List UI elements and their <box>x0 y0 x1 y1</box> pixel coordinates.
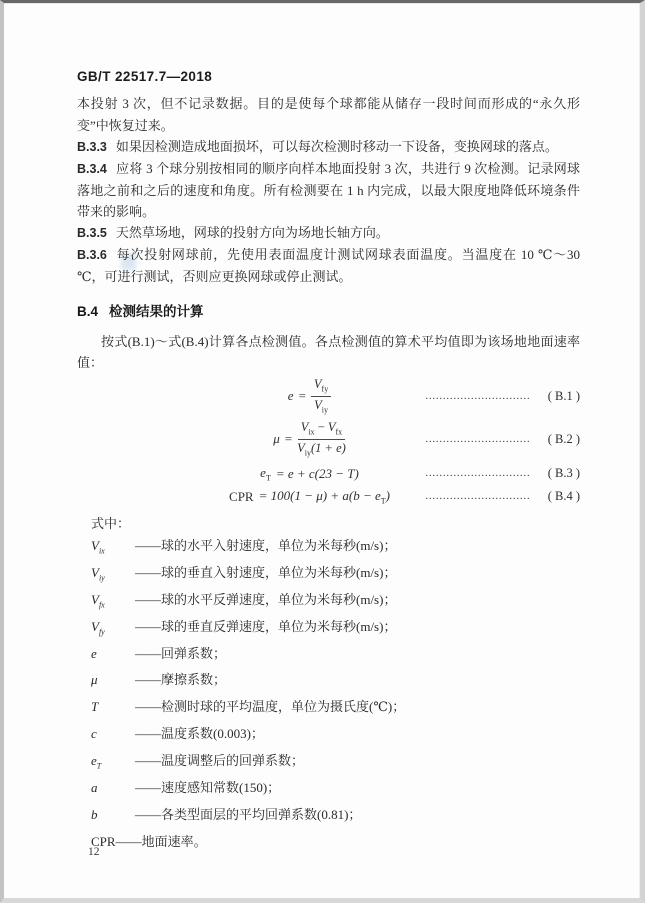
fraction-numerator: $V_{fy}$ <box>311 377 331 396</box>
calculation-intro-paragraph: 按式(B.1)～式(B.4)计算各点检测值。各点检测值的算术平均值即为该场地地面速率值： <box>77 334 580 370</box>
paragraph-text: 每次投射网球前，先使用表面温度计测试网球表面温度。当温度在 10 ℃～30 ℃，可进行测试，否则应更换网球或停止测试。 <box>77 247 580 284</box>
formula-b1-equation <box>77 377 424 414</box>
symbol-description: ——回弹系数； <box>135 645 227 661</box>
definition-row <box>91 616 580 643</box>
fraction-numerator: $V_{ix} - V_{fx}$ <box>298 420 346 439</box>
body-paragraph <box>77 93 580 136</box>
fraction <box>297 420 346 457</box>
formula-b2 <box>77 416 580 462</box>
formula-b3-rhs: = e + c(23 − T) <box>275 465 359 481</box>
symbol-description: ——温度系数(0.003)； <box>135 726 264 742</box>
clause-number: B.3.3 <box>77 140 107 154</box>
definition-row <box>91 535 580 562</box>
symbol: b <box>91 806 98 822</box>
definition-row <box>91 804 580 831</box>
symbol: CPR <box>91 833 116 849</box>
formula-b4-rhs: = $100(1 - \mu) + a(b - e_T)$ <box>258 487 390 506</box>
formula-b3-equation <box>77 465 424 483</box>
symbol: μ <box>91 672 98 688</box>
formula-label: ( B.3 ) <box>547 466 580 480</box>
symbol-description: ——速度感知常数(150)； <box>135 780 281 796</box>
definition-row <box>91 669 580 696</box>
fraction-denominator: $V_{iy}(1 + e)$ <box>297 440 346 457</box>
formula-label: ( B.4 ) <box>547 489 580 503</box>
section-title: 检测结果的计算 <box>109 304 204 319</box>
section-heading <box>77 300 580 320</box>
symbol: $V_{fx}$ <box>91 591 105 610</box>
symbol-description: ——地面速率。 <box>115 833 207 849</box>
symbol-description: ——温度调整后的回弹系数； <box>135 753 305 769</box>
paragraph-text: 应将 3 个球分别按相同的顺序向样本地面投射 3 次，共进行 9 次检测。记录网球落地之前和之后的速度和角度。所有检测要在 1 h 内完成，以最大限度地降低环境条件带来的影响。 <box>77 161 580 219</box>
dot-leader: ………………………… <box>425 491 530 502</box>
var-e: e <box>287 388 294 403</box>
symbol-description: ——摩擦系数； <box>135 672 227 688</box>
dot-leader: ………………………… <box>425 390 530 402</box>
clause-number: B.3.6 <box>77 248 107 262</box>
standard-number-header: GB/T 22517.7—2018 <box>77 69 213 84</box>
dot-leader: ………………………… <box>425 468 530 479</box>
formula-label: ( B.2 ) <box>547 431 580 446</box>
body-paragraph <box>77 158 580 222</box>
symbol: a <box>91 780 98 796</box>
var-cpr: CPR <box>229 488 254 504</box>
clause-number: B.3.4 <box>77 162 107 176</box>
symbol-description: ——球的水平入射速度，单位为米每秒(m/s)； <box>135 538 397 553</box>
paragraph-text: 天然草场地，网球的投射方向为场地长轴方向。 <box>115 225 389 240</box>
definition-row <box>91 777 580 804</box>
equals-sign: = <box>298 388 306 403</box>
formula-b4-equation <box>77 488 424 506</box>
dot-leader: ………………………… <box>425 433 530 445</box>
formula-b1 <box>77 376 580 416</box>
body-paragraph <box>77 244 580 287</box>
formula-b4 <box>77 485 580 508</box>
symbol: e <box>91 645 97 661</box>
definition-row <box>91 562 580 589</box>
definition-row <box>91 750 580 777</box>
symbol-description: ——各类型面层的平均回弹系数(0.81)； <box>135 806 362 822</box>
definition-row <box>91 643 580 670</box>
symbol: c <box>91 726 97 742</box>
symbol: $V_{iy}$ <box>91 564 105 583</box>
paragraph-text: 如果因检测造成地面损坏，可以每次检测时移动一下设备，变换网球的落点。 <box>115 139 558 154</box>
where-label: 式中： <box>91 516 131 531</box>
fraction <box>311 377 331 414</box>
formula-b2-equation <box>77 420 424 457</box>
symbol-description: ——检测时球的平均温度，单位为摄氏度(℃)； <box>135 699 406 715</box>
definition-row <box>91 831 580 858</box>
fraction-denominator: $V_{iy}$ <box>314 397 328 414</box>
symbol: T <box>91 699 99 715</box>
symbol-definitions-list <box>91 535 580 858</box>
page-number: 12 <box>88 846 100 858</box>
symbol-description: ——球的垂直反弹速度，单位为米每秒(m/s)； <box>135 618 397 634</box>
formula-b3 <box>77 462 580 485</box>
clause-number: B.3.5 <box>77 226 107 240</box>
page-content <box>77 69 580 858</box>
symbol-description: ——球的垂直入射速度，单位为米每秒(m/s)； <box>135 564 397 580</box>
symbol: $V_{fy}$ <box>91 618 105 637</box>
var-mu: μ <box>273 431 280 446</box>
formula-label: ( B.1 ) <box>547 388 580 403</box>
symbol-description: ——球的水平反弹速度，单位为米每秒(m/s)； <box>135 591 397 607</box>
var-eT: $e_T$ <box>260 464 271 483</box>
symbol: $e_T$ <box>91 753 102 771</box>
symbol: $V_{ix}$ <box>91 538 105 556</box>
section-number: B.4 <box>77 304 99 319</box>
equals-sign: = <box>284 431 293 446</box>
definition-row <box>91 589 580 616</box>
body-paragraph <box>77 136 580 158</box>
body-paragraph <box>77 222 580 244</box>
definition-row <box>91 723 580 750</box>
definition-row <box>91 696 580 723</box>
formula-block <box>77 376 580 508</box>
paragraph-text: 本投射 3 次，但不记录数据。目的是使每个球都能从储存一段时间而形成的“永久形变”中恢复过来。 <box>77 96 580 133</box>
